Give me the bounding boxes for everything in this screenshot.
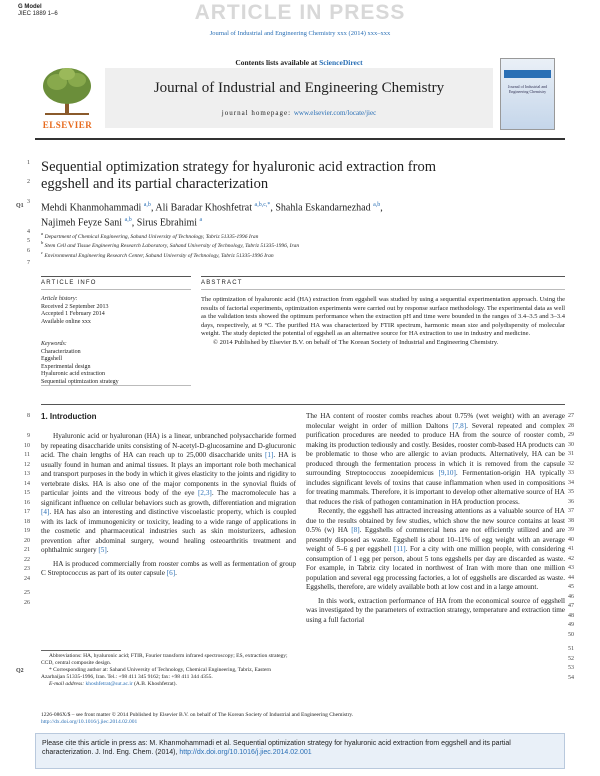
line-number: 44 <box>568 575 574 581</box>
journal-homepage <box>105 109 493 117</box>
paragraph <box>41 432 296 556</box>
doi-link[interactable]: http://dx.doi.org/10.1016/j.jiec.2014.02.001 <box>41 719 138 725</box>
g-model-label: G Model <box>18 4 42 10</box>
line-number: 45 <box>568 584 574 590</box>
cover-title: Journal of Industrial and Engineering Chemistry <box>507 84 548 94</box>
sciencedirect-link[interactable]: ScienceDirect <box>319 58 363 67</box>
line-number: 12 <box>24 462 30 468</box>
author-name[interactable]: Mehdi Khanmohammadi <box>41 202 144 214</box>
divider <box>201 276 565 277</box>
citation-link[interactable]: [6] <box>166 569 176 577</box>
affiliation-text: Stem Cell and Tissue Engineering Research Laboratory, Sahand University of Technology, Tabriz 51335-1996, Iran <box>43 242 300 249</box>
homepage-link[interactable]: www.elsevier.com/locate/jiec <box>293 109 377 117</box>
citation-link[interactable]: [9,10] <box>438 469 456 477</box>
line-number: 28 <box>568 423 574 429</box>
contents-availability <box>105 58 493 67</box>
line-number: 35 <box>568 489 574 495</box>
citation-link[interactable]: [1] <box>265 451 274 459</box>
line-number: 49 <box>568 622 574 628</box>
journal-cover-thumbnail <box>500 58 555 130</box>
line-number: 24 <box>24 576 30 582</box>
line-number: 53 <box>568 665 574 671</box>
abstract-heading: ABSTRACT <box>201 280 243 286</box>
homepage-label: journal homepage: <box>221 109 294 117</box>
citation-link[interactable]: [11] <box>393 545 406 553</box>
online-date: Available online xxx <box>41 318 91 325</box>
article-info-heading: ARTICLE INFO <box>41 280 97 286</box>
line-number: 5 <box>27 238 30 244</box>
copyright-block <box>41 712 565 726</box>
line-number: 25 <box>24 590 30 596</box>
affiliation-marker[interactable]: a,b,c,* <box>254 202 271 208</box>
divider <box>41 289 191 290</box>
abstract-copyright: © 2014 Published by Elsevier B.V. on behalf of The Korean Society of Industrial and Engineering Chemistry. <box>213 338 499 346</box>
affiliation-marker: a <box>41 231 44 236</box>
received-date: Received 2 September 2013 <box>41 303 109 310</box>
text-run: The HA content of rooster combs reaches about 0.75% (wet weight) with an average molecular weight in order of million Daltons <box>306 412 565 430</box>
title-line: Sequential optimization strategy for hyaluronic acid extraction from <box>41 159 436 175</box>
text-run: . Fermentation-origin HA typically includes significant levels of toxins that cause inflammation when used in compositions for treating mammals. Therefore, it is important to develop other alternative source of HA that reduces the risk of pathogen contamination in HA production process. <box>306 469 565 506</box>
line-number: 33 <box>568 470 574 476</box>
line-number: 4 <box>27 229 30 235</box>
citation-link[interactable]: [4] <box>41 508 50 516</box>
text-run: . The macromolecule has a significant influence on cellular behaviors such as growth, differentiation and migration <box>41 489 296 507</box>
line-number: 54 <box>568 675 574 681</box>
line-number: 23 <box>24 566 30 572</box>
body-column-left <box>41 432 296 579</box>
author-name[interactable]: , Ali Baradar Khoshfetrat <box>150 202 255 214</box>
line-number: 46 <box>568 594 574 600</box>
line-number: 9 <box>27 433 30 439</box>
line-number: 40 <box>568 537 574 543</box>
line-number: 27 <box>568 413 574 419</box>
line-number: 6 <box>27 248 30 254</box>
line-number: 30 <box>568 442 574 448</box>
article-in-press-banner: ARTICLE IN PRESS <box>194 1 406 24</box>
affiliation-text: Department of Chemical Engineering, Sahand University of Technology, Tabriz 51335-1996 Iran <box>43 233 259 240</box>
masthead-rule <box>35 138 565 140</box>
journal-title-panel <box>105 68 493 128</box>
abbreviations-note: Abbreviations: HA, hyaluronic acid; FTIR, Fourier transform infrared spectroscopy; ES, extraction strategy; CCD, central composite design. <box>41 653 288 666</box>
author-line: Mehdi Khanmohammadi $^{a,b}$, Ali Baradar Khoshfetrat $^{a,b,c,*}$, Shahla Eskandarnezhad $^{a,b}$, <box>41 202 383 214</box>
line-number: 15 <box>24 490 30 496</box>
elsevier-tree-logo <box>35 64 100 119</box>
text-run: . <box>175 569 177 577</box>
line-number: 11 <box>24 452 30 458</box>
corresponding-author-note: * Corresponding author at: Sahand University of Technology, Chemical Engineering, Tabriz, Eastern Azarbaijan 51335-1996, Iran. Tel.: +98 411 345 9162; fax: +98 411 344 4355. <box>41 667 271 680</box>
text-run: Hyaluronic acid or hyaluronan (HA) is a linear, unbranched polysaccharide formed by repeating disaccharide units consisting of N-acetyl-D-glucosamine and D-glucuronic acid. The chain lengths of HA can reach up to 25,000 disaccharide units <box>41 432 296 459</box>
email-note <box>41 681 296 688</box>
author-name[interactable]: Najimeh Feyze Sani <box>41 217 125 229</box>
text-run: . HA is usually found in human and animal tissues. It plays an important role both mechanical and transport purposes in the body in which it gives elasticity to the joints and rigidity to vertebrate disks. HA is also one of the major components in the synovial fluids of particular joints and the vitreous body of the eye <box>41 451 296 497</box>
query-mark[interactable]: Q2 <box>16 668 24 674</box>
text-run: Recently, the eggshell has attracted increasing attentions as a valuable source of HA due to the results obtained by few studies, which show the new source contains at least 0.5% (w) HA <box>306 507 565 534</box>
citation-link[interactable]: [2,3] <box>198 489 212 497</box>
affiliation-marker[interactable]: a,b <box>373 202 381 208</box>
line-number: 51 <box>568 646 574 652</box>
footnote-rule <box>41 650 121 651</box>
line-number: 2 <box>27 179 30 185</box>
divider <box>41 404 565 405</box>
line-number: 42 <box>568 556 574 562</box>
contents-prefix: Contents lists available at <box>235 58 320 67</box>
divider <box>41 385 191 386</box>
keyword[interactable]: Characterization <box>41 348 81 355</box>
text-run: . For a city with one million people, with considering consumption of 1 egg per person, about 5 tons eggshells per day are discarded as waste. For example, in Tabriz city located in northwest of Iran with more than one million population and several egg processing factories, a lot of eggshells are discarded as waste. Eggshells, therefore, are widely available both at low cost and in a large amount. <box>306 545 565 591</box>
email-owner: (A.B. Khoshfetrat). <box>132 681 177 687</box>
journal-code: JIEC 1889 1–6 <box>18 11 58 17</box>
affiliation-marker: c <box>41 250 43 255</box>
affiliation-text: Environmental Engineering Research Center, Sahand University of Technology, Tabriz 51335-1996 Iran <box>43 252 274 259</box>
line-number: 8 <box>27 413 30 419</box>
line-number: 14 <box>24 481 30 487</box>
abstract-text: The optimization of hyaluronic acid (HA) extraction from eggshell was studied by using a sequential experimentation approach. Using the results of factorial experiments, optimization experiments were carried out by response surface methodology. The experimental data as well as the validation tests showed the optimum performance when the extraction pH and time were bounded in the ranges of 3.4–3.5 and 3–3.4 days, respectively, at 9 °C. The purified HA was characterized by FTIR spectrum, harmonic mean size and polydispersity of molecular weight. The study depicted the potential of eggshell as an alternative source for HA extraction to use in industry and medicine. <box>201 296 565 337</box>
author-name[interactable]: , Shahla Eskandarnezhad <box>270 202 374 214</box>
line-number: 48 <box>568 613 574 619</box>
footnotes <box>41 653 296 688</box>
text-run: . Several repeated and complex purification procedures are needed to produce HA from the source of rooster comb, making its production tediously and costly. Besides, rooster comb-based HA products can be problematic to those who are allergic to avian products. Alternatively, HA can be produced through the fermentation process in which it is removed from the capsule surrounding Streptococcus zooepidemicus <box>306 421 565 477</box>
text-run: . HA has also an interesting and distinctive viscoelastic property, which is coupled with its lack of immunogenicity or toxicity, leading to a wide range of applications in the cosmetic and pharmaceutical industries such as skin moisturizers, adhesion prevention after abdominal surgery, wound healing osteoarthritis treatment and ophthalmic surgery <box>41 508 296 554</box>
line-number: 20 <box>24 538 30 544</box>
citation-link[interactable]: [7,8] <box>452 421 467 430</box>
divider <box>201 289 565 290</box>
line-number: 52 <box>568 656 574 662</box>
keyword[interactable]: Sequential optimization strategy <box>41 378 119 385</box>
citation-link[interactable]: [5] <box>98 546 107 554</box>
author-list <box>41 199 561 230</box>
line-number: 38 <box>568 518 574 524</box>
line-number: 18 <box>24 519 30 525</box>
line-number: 16 <box>24 500 30 506</box>
line-number: 22 <box>24 557 30 563</box>
accepted-date: Accepted 1 February 2014 <box>41 311 105 317</box>
line-number: 1 <box>27 160 30 166</box>
line-number: 43 <box>568 565 574 571</box>
line-number: 34 <box>568 480 574 486</box>
citation-sentence: Please cite this article in press as: M. Khanmohammadi et al. Sequential optimization strategy for hyaluronic acid extraction from eggshell and its partial characterization. J. Ind. Eng. Chem. (2014), <box>42 740 511 756</box>
citation-link[interactable]: [8] <box>351 526 360 534</box>
line-number: 7 <box>27 260 30 266</box>
keywords-label: Keywords: <box>41 341 67 347</box>
line-number: 21 <box>24 547 30 553</box>
article-title <box>41 159 501 193</box>
line-number: 29 <box>568 432 574 438</box>
line-number: 39 <box>568 527 574 533</box>
author-name[interactable]: , Sirus Ebrahimi <box>131 217 200 229</box>
email-label: E-mail address: <box>49 681 86 687</box>
affiliation-marker[interactable]: a <box>199 217 203 224</box>
line-number: 17 <box>24 509 30 515</box>
line-number: 10 <box>24 443 30 449</box>
journal-running-line[interactable]: Journal of Industrial and Engineering Chemistry xxx (2014) xxx–xxx <box>209 30 391 37</box>
line-number: 3 <box>27 199 30 205</box>
abstract-body <box>201 296 565 347</box>
elsevier-wordmark: ELSEVIER <box>42 120 93 130</box>
keyword[interactable]: Experimental design <box>41 363 91 370</box>
paragraph <box>306 412 565 507</box>
paragraph: In this work, extraction performance of HA from the economical source of eggshell was investigated by the parameters of extraction strategy, temperature and extraction time using a full factorial <box>306 596 565 624</box>
divider <box>41 276 191 277</box>
journal-title: Journal of Industrial and Engineering Chemistry <box>153 80 445 96</box>
paragraph <box>306 507 565 593</box>
affiliation-marker[interactable]: a,b <box>124 217 132 224</box>
body-column-right <box>306 412 565 625</box>
author-line <box>41 214 561 229</box>
line-number: 37 <box>568 508 574 514</box>
affiliation-marker[interactable]: a,b <box>143 202 151 208</box>
line-number: 31 <box>568 451 574 457</box>
email-link[interactable]: khoshfetrat@sut.ac.ir <box>85 681 133 687</box>
title-line: eggshell and its partial characterization <box>41 176 269 192</box>
affiliation <box>41 249 274 260</box>
affiliation-marker: b <box>41 240 44 245</box>
line-number: 19 <box>24 528 30 534</box>
citation-doi-link[interactable]: http://dx.doi.org/10.1016/j.jiec.2014.02.001 <box>179 749 312 756</box>
line-number: 32 <box>568 461 574 467</box>
history-label: Article history: <box>41 296 78 302</box>
line-number: 47 <box>568 603 574 609</box>
text-run: HA is produced commercially from rooster combs as well as fermentation of group C Streptococcus as part of its outer capsule <box>41 559 296 577</box>
line-number: 41 <box>568 546 574 552</box>
keywords <box>41 341 119 386</box>
paragraph <box>41 560 296 579</box>
issn-line: 1226-086X/$ – see front matter © 2014 Published by Elsevier B.V. on behalf of The Korean Society of Industrial and Engineering Chemistry. <box>41 712 354 718</box>
query-mark[interactable]: Q1 <box>16 203 24 209</box>
keyword[interactable]: Eggshell <box>41 356 62 362</box>
text-run: . <box>106 546 109 554</box>
article-history <box>41 296 108 326</box>
cover-band <box>504 70 551 78</box>
citation-text <box>42 739 558 757</box>
line-number: 26 <box>24 600 30 606</box>
section-heading-introduction: 1. Introduction <box>41 412 97 421</box>
line-number: 36 <box>568 499 574 505</box>
keyword[interactable]: Hyaluronic acid extraction <box>41 371 105 377</box>
line-number: 13 <box>24 471 30 477</box>
line-number: 50 <box>568 632 574 638</box>
text-run: . Eggshells of commercial hens are not efficiently utilized and are presently disposed as waste. Eggshell is about 10–11% of egg weight with an average weight of 5–6 g per eggshell <box>306 526 565 553</box>
